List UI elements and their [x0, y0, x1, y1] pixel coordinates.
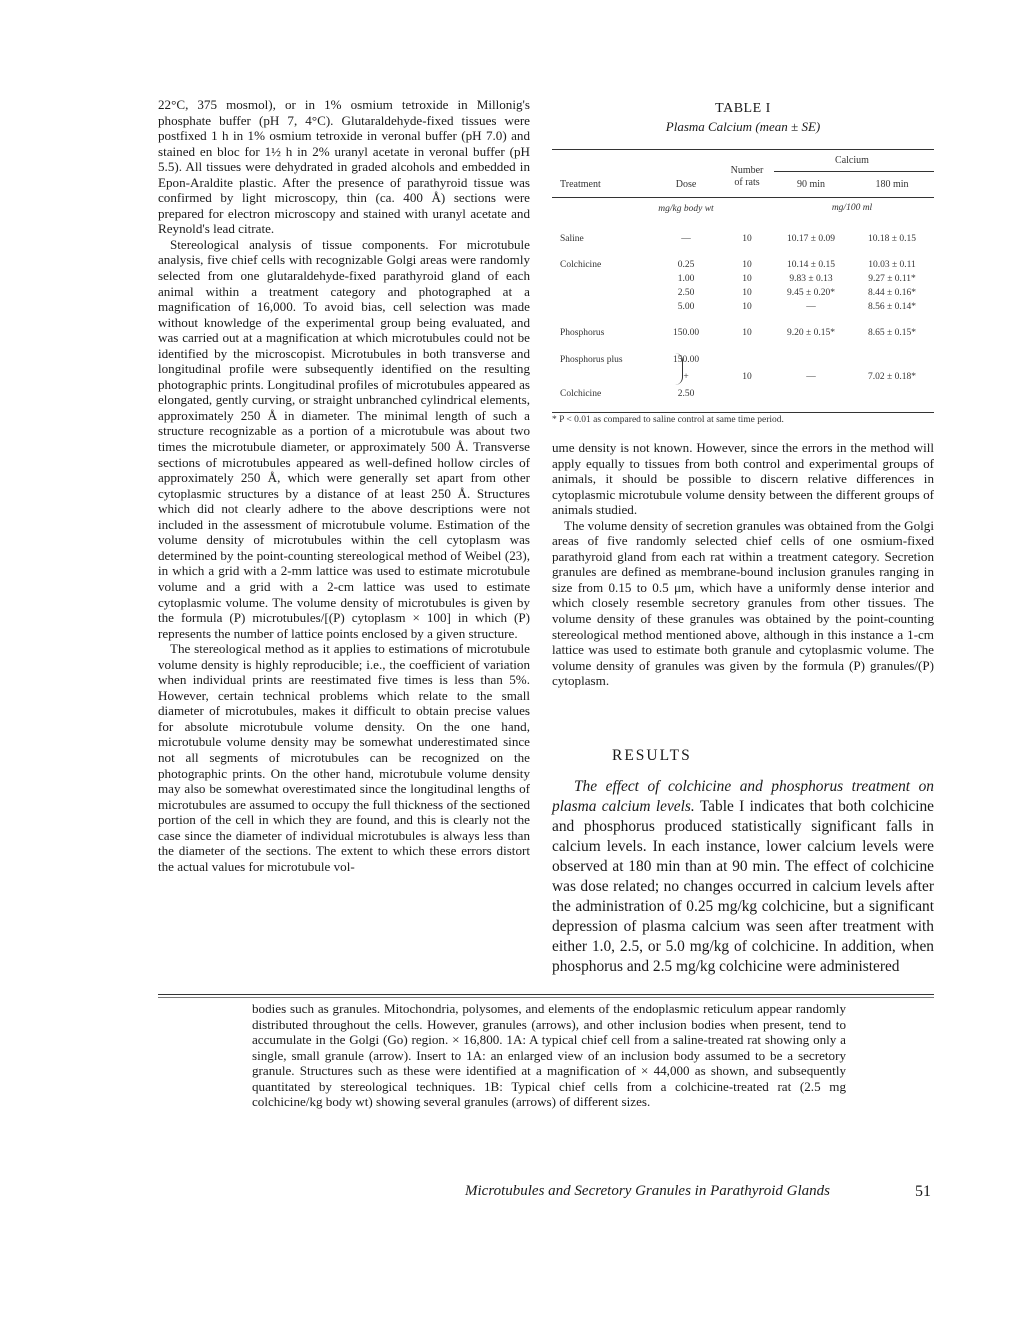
- results-section: [552, 777, 934, 977]
- row-saline-180: 10.18 ± 0.15: [868, 234, 916, 244]
- right-paragraph-2: The volume density of secretion granules was obtained from the Golgi areas of five randomly selected chief cells of one osmium-fixed parathyroid gland from each rat within a treatment category. Secretion granules are defined as membrane-bound inclusion granules ranging in size from 0.15 to 0.5 μm, which have a uniformly dense interior and which closely resemble secretory granules from other tissues. The volume density of these granules was obtained by the point-counting stereological method mentioned above, although in this instance a 1-cm lattice was used to estimate both granule and cytoplasmic volume. The volume density of granules was given by the formula (P) granules/(P) cytoplasm.: [552, 517, 934, 689]
- running-title: Microtubules and Secretory Granules in Parathyroid Glands: [465, 1183, 830, 1199]
- calcium-span-rule: [774, 171, 934, 172]
- row-phosphorus-treatment: Phosphorus: [560, 328, 605, 338]
- results-subheading: The effect of colchicine and phosphorus treatment on plasma calcium levels.: [552, 778, 934, 815]
- header-treatment: Treatment: [560, 179, 601, 190]
- methods-paragraph-1: 22°C, 375 mosmol), or in 1% osmium tetroxide in Millonig's phosphate buffer (pH 7, 4°C). Glutaraldehyde-fixed tissues were postfixed 1 h in 1% osmium tetroxide in veronal buffer (pH 7.0) and stained en bloc for 1½ h in 2% uranyl acetate in veronal buffer (pH 5.5). All tissues were dehydrated in graded alcohols and embedded in Epon-Araldite plastic. After the presence of parathyroid tissue was confirmed by light microscopy, thin (ca. 400 Å) sections were prepared for electron microscopy and stained with uranyl acetate and Reynold's lead citrate.: [158, 97, 530, 237]
- row-phosphorus-rats: 10: [742, 328, 752, 338]
- row-colchicine-rats-3: 10: [742, 288, 752, 298]
- row-combined-treatment-2: Colchicine: [560, 389, 602, 399]
- table-bottom-rule: [552, 412, 934, 413]
- row-colchicine-rats-2: 10: [742, 274, 752, 284]
- row-colchicine-dose-4: 5.00: [677, 302, 695, 312]
- row-phosphorus-180: 8.65 ± 0.15*: [868, 328, 916, 338]
- table-caption: Plasma Calcium (mean ± SE): [665, 119, 821, 134]
- table-footnote: * P < 0.01 as compared to saline control at same time period.: [552, 415, 784, 425]
- row-colchicine-180-2: 9.27 ± 0.11*: [868, 274, 916, 284]
- right-column: [552, 97, 935, 975]
- right-body: [552, 440, 934, 689]
- unit-dose: mg/kg body wt: [658, 204, 714, 214]
- row-combined-90: —: [806, 372, 816, 382]
- row-combined-180: 7.02 ± 0.18*: [868, 372, 916, 382]
- caption-separator: [158, 994, 934, 995]
- row-colchicine-180-1: 10.03 ± 0.11: [868, 260, 916, 270]
- results-paragraph: [552, 777, 934, 977]
- right-paragraph-1: ume density is not known. However, since the errors in the method will apply equally to tissues from both control and experimental groups of animals, it should be possible to discern relative differences in cytoplasmic microtubule volume density between the different groups of animals studied.: [552, 440, 934, 518]
- row-colchicine-180-3: 8.44 ± 0.16*: [868, 288, 916, 298]
- row-phosphorus-dose: 150.00: [672, 328, 700, 338]
- row-combined-rats: 10: [742, 372, 752, 382]
- table-title: TABLE I: [715, 101, 771, 116]
- results-heading: RESULTS: [612, 747, 692, 764]
- row-combined-dose-plus: +: [683, 372, 689, 382]
- unit-calcium: mg/100 ml: [831, 203, 873, 213]
- row-colchicine-180-4: 8.56 ± 0.14*: [868, 302, 916, 312]
- figure-caption: [252, 1001, 846, 1110]
- calcium-table: [552, 149, 934, 439]
- row-colchicine-90-2: 9.83 ± 0.13: [789, 274, 833, 284]
- row-colchicine-rats-4: 10: [742, 302, 752, 312]
- row-colchicine-treatment: Colchicine: [560, 260, 602, 270]
- header-calcium: Calcium: [835, 155, 869, 166]
- results-body: Table I indicates that both colchicine and phosphorus produced statistically significant falls in calcium levels. In each instance, lower calcium levels were observed at 180 min than at 90 min. The effect of colchicine was dose related; no changes occurred in calcium levels after the administration of 0.25 mg/kg colchicine, but a significant depression of plasma calcium was seen after treatment with either 1.0, 2.5, or 5.0 mg/kg of colchicine. In addition, when phosphorus and 2.5 mg/kg colchicine were administered: [552, 798, 935, 975]
- row-colchicine-dose-2: 1.00: [677, 274, 695, 284]
- table-top-rule: [552, 149, 934, 150]
- row-saline-rats: 10: [742, 234, 752, 244]
- row-combined-dose-2: 2.50: [677, 389, 695, 399]
- row-colchicine-dose-3: 2.50: [677, 288, 695, 298]
- row-saline-treatment: Saline: [560, 234, 584, 244]
- header-180min: 180 min: [875, 179, 909, 190]
- row-colchicine-90-3: 9.45 ± 0.20*: [787, 288, 835, 298]
- row-phosphorus-90: 9.20 ± 0.15*: [787, 328, 835, 338]
- row-colchicine-90-1: 10.14 ± 0.15: [787, 260, 835, 270]
- row-combined-treatment-1: Phosphorus plus: [560, 355, 623, 365]
- page-number: 51: [915, 1183, 931, 1200]
- methods-paragraph-3: The stereological method as it applies to estimations of microtubule volume density is highly reproducible; i.e., the coefficient of variation when individual prints are reestimated five times is less than 5%. However, certain technical problems which relate to the small diameter of microtubules, makes it difficult to obtain precise values for absolute microtubule volume density. On the one hand, microtubule volume density may be somewhat underestimated since not all segments of microtubules can be recognized on the photographic prints. On the other hand, microtubule volume density may also be somewhat overestimated since the longitudinal lengths of microtubules are assumed to occupy the full thickness of the sectioned portion of the cell in which they are found, and this is clearly not the case since the diameter of individual microtubules is always less than the diameter of the sections. The extent to which these errors distort the actual values for microtubule vol-: [158, 641, 530, 874]
- header-bottom-rule: [552, 197, 934, 198]
- row-colchicine-dose-1: 0.25: [677, 260, 695, 270]
- caption-separator-2: [158, 997, 934, 998]
- left-column: [158, 97, 530, 874]
- row-colchicine-rats-1: 10: [742, 260, 752, 270]
- header-rats: Number of rats: [730, 165, 764, 188]
- row-saline-dose: —: [681, 234, 691, 244]
- methods-paragraph-2: Stereological analysis of tissue components. For microtubule analysis, five chief cells with recognizable Golgi areas were randomly selected from one glutaraldehyde-fixed parathyroid gland of each animal within a treatment category and photographed at a magnification of 16,000. To avoid bias, cell selection was made without knowledge of the experimental group being evaluated, and was carried out at a magnification at which microtubules could not be identified by the microscopist. Microtubules in both transverse and longitudinal profile were subsequently identified on the resulting photographic prints. Longitudinal profiles of microtubules appeared as elongated, gently curving, or straight unbranched cylindrical elements, approximately 250 Å in diameter. The minimal length of such a structure recognizable as a portion of a microtubule was about two times the microtubule diameter, or approximately 500 Å. Transverse sections of microtubules appeared as well-defined hollow circles of approximately 250 Å, which were generally set apart from other cytoplasmic structures by a distance of at least 250 Å. Structures which did not clearly adhere to the above descriptions were not included in the assessment of microtubule volume. Estimation of the volume density of microtubules within the cell cytoplasm was determined by the point-counting stereological method of Weibel (23), in which a grid with a 2-mm lattice was used to estimate microtubule volume and a grid with a 2-cm lattice was used to estimate cytoplasmic volume. The volume density of microtubules is given by the formula (P) microtubules/[(P) cytoplasm × 100] in which (P) represents the number of lattice points enclosed by a given structure.: [158, 236, 530, 641]
- row-saline-90: 10.17 ± 0.09: [787, 234, 835, 244]
- figure-caption-text: bodies such as granules. Mitochondria, polysomes, and elements of the endoplasmic reticulum appear randomly distributed throughout the cells. However, granules (arrows), and other inclusion bodies when present, tend to accumulate in the Golgi (Go) region. × 16,800. 1A: A typical chief cell from a saline-treated rat showing only a single, small granule (arrow). Insert to 1A: an enlarged view of an inclusion body assumed to be a secretory granule. Structures such as these were identified at a magnification of × 44,000 as shown, and subsequently quantitated by stereological techniques. 1B: Typical chief cells from a colchicine-treated rat (2.5 mg colchicine/kg body wt) showing several granules (arrows) of different sizes.: [252, 1001, 846, 1110]
- row-combined-dose-1: 150.00: [672, 355, 700, 365]
- row-colchicine-90-4: —: [806, 302, 816, 312]
- header-90min: 90 min: [796, 179, 826, 190]
- header-dose: Dose: [675, 179, 697, 190]
